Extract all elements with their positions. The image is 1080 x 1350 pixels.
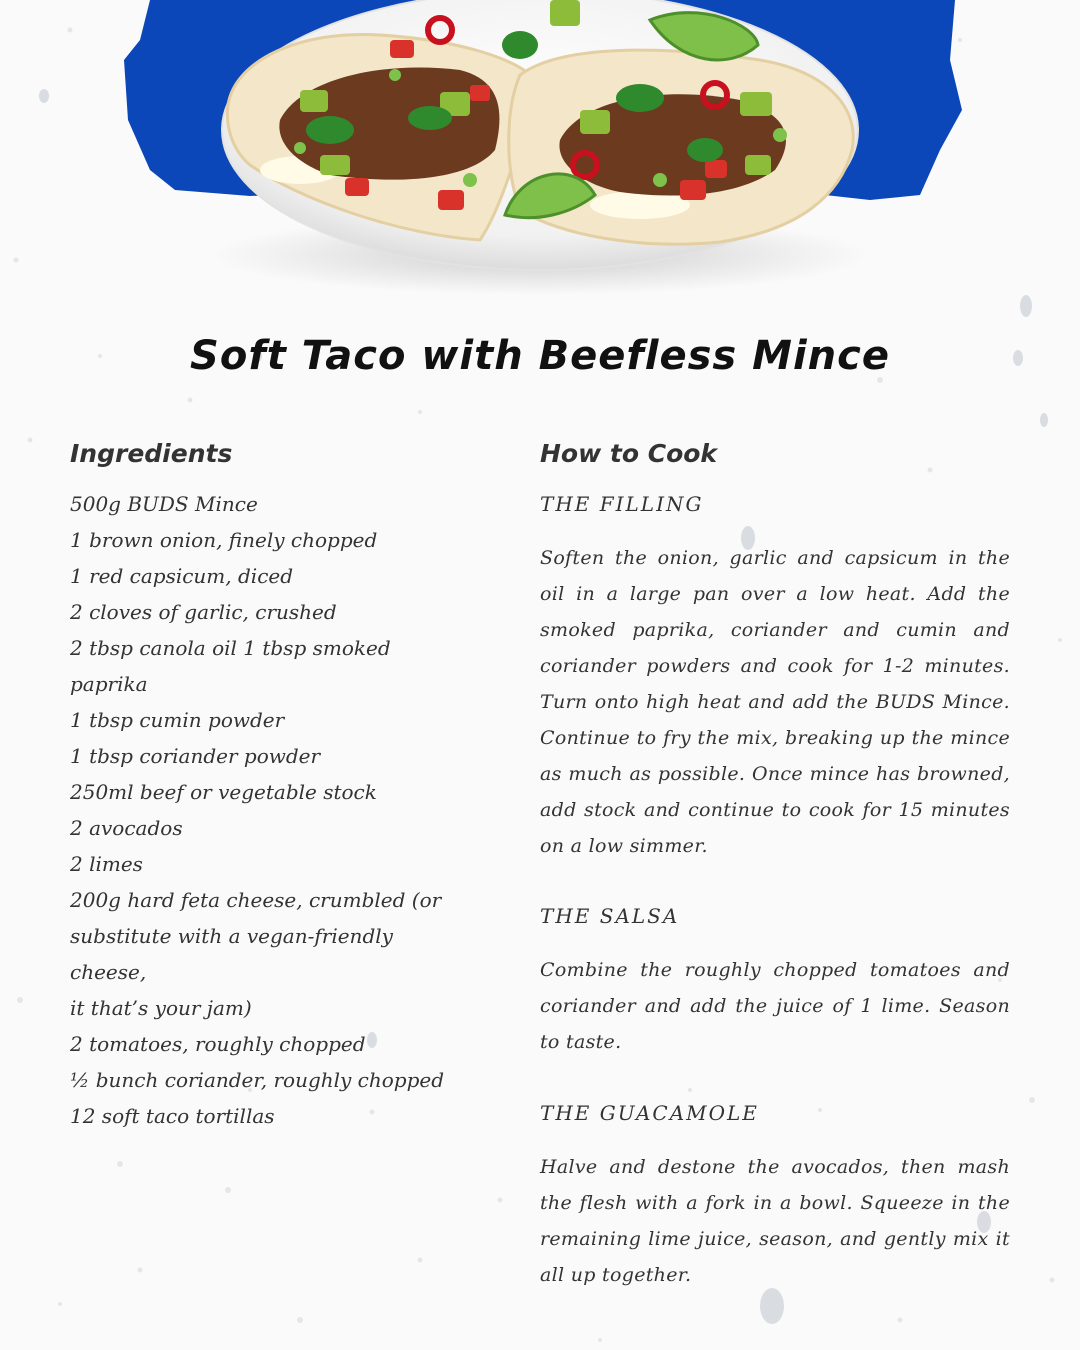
step-text: Soften the onion, garlic and capsicum in the oil in a large pan over a low heat. Add the smoked paprika, coriander and cumin and coriander powders and cook for 1-2 minutes. Turn onto high heat and add the BUDS Mince. Continue to fry the mix, breaking up the mince as much as possible. Once mince has browned, add stock and continue to cook for 15 minutes on a low simmer.	[540, 547, 1010, 857]
ingredient-item: 2 cloves of garlic, crushed	[70, 600, 337, 624]
step-title: THE GUACAMOLE	[540, 1101, 759, 1125]
ingredient-item: substitute with a vegan-friendly cheese,	[70, 924, 393, 984]
ingredient-item: ½ bunch coriander, roughly chopped	[70, 1068, 445, 1092]
ingredient-item: 1 tbsp coriander powder	[70, 744, 321, 768]
ingredient-item: 200g hard feta cheese, crumbled (or	[70, 888, 442, 912]
ingredient-item: 1 brown onion, finely chopped	[70, 528, 378, 552]
ingredient-item: 250ml beef or vegetable stock	[70, 780, 377, 804]
recipe-title: Soft Taco with Beefless Mince	[190, 332, 890, 379]
ingredients-heading: Ingredients	[70, 438, 233, 468]
ingredient-item: 1 tbsp cumin powder	[70, 708, 285, 732]
step-filling	[540, 486, 1010, 864]
ingredient-item: 2 limes	[70, 852, 143, 876]
step-text: Combine the roughly chopped tomatoes and coriander and add the juice of 1 lime. Season to taste.	[540, 959, 1010, 1053]
step-text: Halve and destone the avocados, then mash the flesh with a fork in a bowl. Squeeze in the remaining lime juice, season, and gently mix it all up together.	[540, 1156, 1010, 1286]
step-salsa	[540, 898, 1010, 1060]
ingredient-item: 12 soft taco tortillas	[70, 1104, 275, 1128]
step-title: THE FILLING	[540, 492, 704, 516]
taco-hero-image	[0, 0, 1080, 310]
step-title: THE SALSA	[540, 904, 680, 928]
ingredient-item: it that’s your jam)	[70, 996, 252, 1020]
step-guacamole	[540, 1095, 1010, 1293]
ingredient-item: 500g BUDS Mince	[70, 492, 258, 516]
method-heading: How to Cook	[540, 438, 718, 468]
ingredients-list	[70, 486, 470, 1134]
ingredient-item: 2 avocados	[70, 816, 183, 840]
ingredient-item: 2 tomatoes, roughly chopped	[70, 1032, 366, 1056]
ingredient-item: 2 tbsp canola oil 1 tbsp smoked paprika	[70, 636, 391, 696]
ingredient-item: 1 red capsicum, diced	[70, 564, 294, 588]
